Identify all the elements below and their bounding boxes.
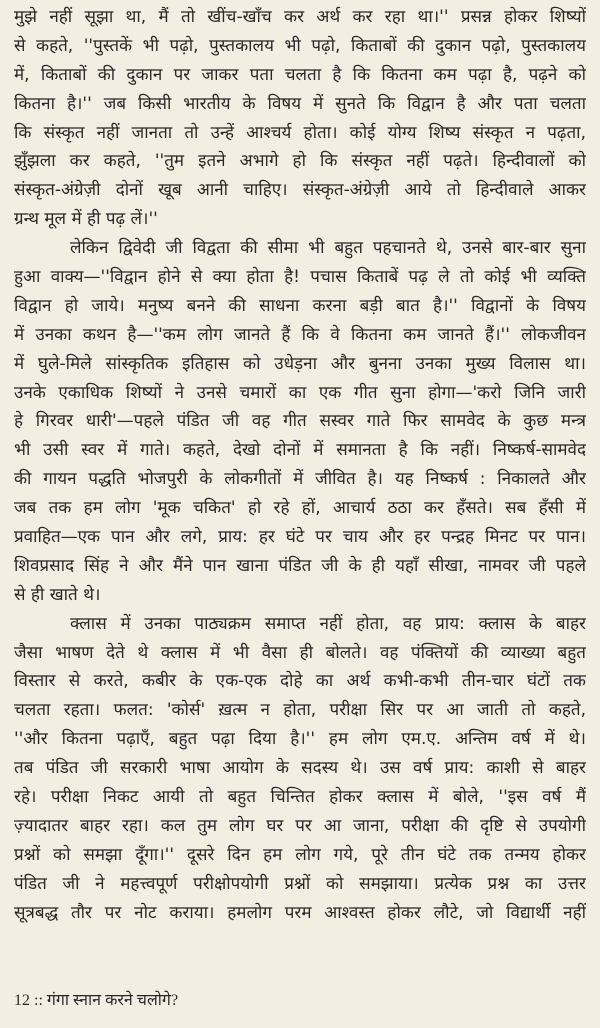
text-line: से कहते, ''पुस्तकें भी पढ़ो, पुस्तकालय भी पढ़ो, किताबों की दुकान पढ़ो, पुस्तकालय [14, 35, 586, 56]
text-line: शिवप्रसाद सिंह ने और मैंने पान खाना पंडित जी के ही यहाँ सीखा, नामवर जी पहले [14, 555, 586, 576]
text-line: उनके एकाधिक शिष्यों ने उनसे चमारों का एक गीत सुना होगा—'करो जिनि जारी [14, 382, 586, 403]
text-line: जैसा भाषण देते थे क्लास में भी वैसा ही बोलते। वह पंक्तियों की व्याख्या बहुत [14, 642, 586, 663]
text-line: मुझे नहीं सूझा था, मैं तो खींच-खाँच कर अर्थ कर रहा था।'' प्रसन्न होकर शिष्यों [14, 7, 586, 27]
text-line: हुआ वाक्य—''विद्वान होने से क्या होता है! पचास किताबें पढ़ ले तो कोई भी व्यक्ति [14, 267, 586, 288]
page-footer [14, 988, 178, 1010]
footer-separator: :: [34, 992, 43, 1009]
text-line: से ही खाते थे। [14, 584, 101, 605]
text-line: विद्वान हो जाये। मनुष्य बनने की साधना करना बड़ी बात है।'' विद्वानों के विषय [14, 295, 586, 316]
text-line: कि संस्कृत नहीं जानता तो उन्हें आश्चर्य होता। कोई योग्य शिष्य संस्कृत न पढ़ता, [14, 122, 586, 143]
paragraph [14, 3, 586, 234]
text-line: ''और कितना पढ़ाएँ, बहुत पढ़ा दिया है।'' हम लोग एम.ए. अन्तिम वर्ष में थे। [14, 729, 586, 750]
paragraph [14, 610, 586, 928]
text-line: हे गिरवर धारी'—पहले पंडित जी वह गीत सस्वर गाते फिर सामवेद के कुछ मन्त्र [14, 411, 586, 432]
text-line: भी उसी स्वर में गाते। कहते, देखो दोनों में समानता है कि नहीं। निष्कर्ष-सामवेद [14, 440, 586, 461]
text-line: में घुले-मिले सांस्कृतिक इतिहास को उधेड़ना और बुनना उनका मुख्य विलास था। [14, 353, 586, 374]
text-line: चलता रहता। फलत: 'कोर्स' ख़त्म न होता, परीक्षा सिर पर आ जाती तो कहते, [14, 700, 586, 721]
running-title: गंगा स्नान करने चलोगे? [46, 992, 179, 1009]
text-line: तब पंडित जी सरकारी भाषा आयोग के सदस्य थे। उस वर्ष प्राय: काशी से बाहर [14, 758, 586, 779]
text-line: सूत्रबद्ध तौर पर नोट कराया। हमलोग परम आश्वस्त होकर लौटे, जो विद्यार्थी नहीं [14, 902, 586, 923]
text-line: कितना है।'' जब किसी भारतीय के विषय में सुनते कि विद्वान है और पता चलता [14, 93, 586, 114]
text-line: क्लास में उनका पाठ्यक्रम समाप्त नहीं होता, वह प्राय: क्लास के बाहर [70, 613, 586, 634]
text-line: रहे। परीक्षा निकट आयी तो बहुत चिन्तित होकर क्लास में बोले, ''इस वर्ष मैं [14, 787, 586, 808]
text-line: संस्कृत-अंग्रेज़ी दोनों खूब आनी चाहिए। संस्कृत-अंग्रेज़ी आये तो हिन्दीवाले आकर [14, 180, 586, 201]
paragraph [14, 234, 586, 610]
text-line: में उनका कथन है—''कम लोग जानते हैं कि वे कितना कम जानते हैं।'' लोकजीवन [14, 324, 586, 345]
text-line: विस्तार से करते, कबीर के एक-एक दोहे का अर्थ कभी-कभी तीन-चार घंटों तक [14, 671, 586, 692]
text-line: की गायन पद्धति भोजपुरी के लोकगीतों में जीवित है। यह निष्कर्ष : निकालते और [14, 469, 586, 490]
text-line: ज़्यादातर बाहर रहा। कल तुम लोग घर पर आ जाना, परीक्षा की दृष्टि से उपयोगी [14, 815, 586, 836]
text-line: प्रवाहित—एक पान और लगे, प्राय: हर घंटे पर चाय और हर पन्द्रह मिनट पर पान। [14, 527, 586, 548]
text-line: लेकिन द्विवेदी जी विद्वता की सीमा भी बहुत पहचानते थे, उनसे बार-बार सुना [70, 238, 586, 259]
text-line: झुँझला कर कहते, ''तुम इतने अभागे हो कि संस्कृत नहीं पढ़ते। हिन्दीवालों को [14, 151, 586, 172]
text-line: जब तक हम लोग 'मूक चकित' हो रहे हों, आचार्य ठठा कर हँसते। सब हँसी में [14, 498, 586, 519]
page-number: 12 [14, 992, 30, 1009]
text-line: प्रश्नों को समझा दूँगा।'' दूसरे दिन हम लोग गये, पूरे तीन घंटे तक तन्मय होकर [14, 844, 586, 865]
text-line: पंडित जी ने महत्त्वपूर्ण परीक्षोपयोगी प्रश्नों को समझाया। प्रत्येक प्रश्न का उत्तर [14, 873, 586, 894]
text-line: ग्रन्थ मूल में ही पढ़ लें।'' [14, 209, 158, 230]
book-page-body [14, 3, 586, 928]
text-line: में, किताबों की दुकान पर जाकर पता चलता है कि कितना कम पढ़ा है, पढ़ने को [14, 64, 586, 85]
